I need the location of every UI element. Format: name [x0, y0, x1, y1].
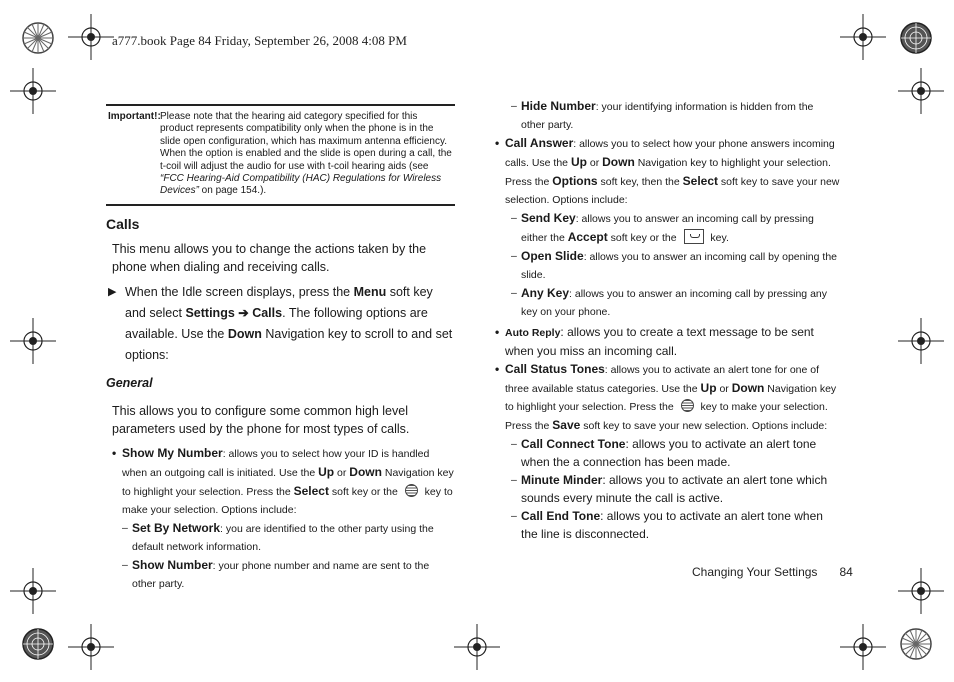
send-key-icon	[684, 229, 704, 244]
crosshair-mark-left-lower	[10, 568, 56, 614]
general-subhead: General	[106, 375, 153, 390]
crosshair-mark-bottom-center	[454, 624, 500, 670]
page-number: 84	[839, 565, 853, 579]
crosshair-mark-bottom-right	[840, 624, 886, 670]
calls-title: Calls	[106, 215, 140, 232]
important-text: Please note that the hearing aid category specified for this product represents compatibility only when the phone is in the slide open configuration, which has maximum antenna efficiency. When the option is enabled and the slide is open during a call, the t-coil will adjust the audio for use with t-coil hearing aids (see “FCC Hearing-Aid Compatibility (HAC) Regulations for Wireless Devices” on page 154.).	[160, 111, 452, 197]
right-column	[495, 97, 840, 543]
crosshair-mark-top-right	[840, 14, 886, 60]
crosshair-mark-right-upper	[898, 68, 944, 114]
calls-intro: This menu allows you to change the actions taken by the phone when dialing and receiving calls.	[112, 241, 427, 274]
navigation-select-key-icon	[681, 399, 694, 412]
crosshair-mark-left-middle	[10, 318, 56, 364]
registration-mark-top-left	[20, 20, 56, 56]
open-slide-item: – Open Slide: allows you to answer an incoming call by opening the slide.	[511, 249, 837, 281]
crosshair-mark-right-lower	[898, 568, 944, 614]
left-column	[106, 102, 455, 593]
registration-mark-bottom-left	[20, 626, 56, 662]
navigation-select-key-icon	[405, 484, 418, 497]
hide-number-item: – Hide Number: your identifying information is hidden from the other party.	[511, 99, 814, 131]
registration-mark-top-right	[898, 20, 934, 56]
fcc-reference: “FCC Hearing-Aid Compatibility (HAC) Regulations for Wireless Devices”	[160, 173, 442, 197]
crosshair-mark-right-middle	[898, 318, 944, 364]
page-footer	[692, 565, 853, 579]
minute-minder-item: – Minute Minder: allows you to activate an alert tone which sounds every minute the call is active.	[511, 473, 828, 505]
print-header: a777.book Page 84 Friday, September 26, 2008 4:08 PM	[112, 33, 407, 48]
footer-section: Changing Your Settings	[692, 565, 818, 579]
show-my-number-item: • Show My Number: allows you to select how your ID is handled when an outgoing call is initiated. Use the Up or Down Navigation key to highlight your selection. Press the Select soft key or the key to make your selection. Options include:	[112, 445, 454, 516]
call-connect-tone-item: – Call Connect Tone: allows you to activate an alert tone when the a connection has been made.	[511, 437, 817, 469]
call-status-tones-item: • Call Status Tones: allows you to activate an alert tone for one of three available status categories. Use the Up or Down Navigation key to highlight your selection. Press the key to make your selection. Press the Save soft key to save your new selection. Options include:	[495, 362, 837, 432]
registration-mark-bottom-right	[898, 626, 934, 662]
call-end-tone-item: – Call End Tone: allows you to activate an alert tone when the line is disconnected.	[511, 509, 823, 541]
crosshair-mark-bottom-left	[68, 624, 114, 670]
set-by-network-item: – Set By Network: you are identified to the other party using the default network information.	[122, 520, 434, 553]
send-key-item: – Send Key: allows you to answer an incoming call by pressing either the Accept soft key or the key.	[511, 211, 814, 244]
general-intro: This allows you to configure some common high level parameters used by the phone for most types of calls.	[112, 403, 410, 436]
call-answer-item: • Call Answer: allows you to select how your phone answers incoming calls. Use the Up or Down Navigation key to highlight your selection. Press the Options soft key, then the Select soft key to save your new selection. Options include:	[495, 136, 840, 206]
auto-reply-item: • Auto Reply: allows you to create a text message to be sent when you miss an incoming call.	[495, 325, 814, 358]
show-number-item: – Show Number: your phone number and name are sent to the other party.	[122, 557, 430, 590]
crosshair-mark-left-upper	[10, 68, 56, 114]
important-label: Important!:	[108, 111, 161, 122]
calls-step: ▶ When the Idle screen displays, press the Menu soft key and select Settings ➔ Calls. The following options are available. Use the Down Navigation key to scroll to and set options:	[108, 282, 455, 366]
any-key-item: – Any Key: allows you to answer an incoming call by pressing any key on your phone.	[511, 286, 827, 318]
important-note	[106, 104, 455, 206]
play-arrow-icon: ▶	[108, 285, 117, 298]
crosshair-mark-top-left	[68, 14, 114, 60]
